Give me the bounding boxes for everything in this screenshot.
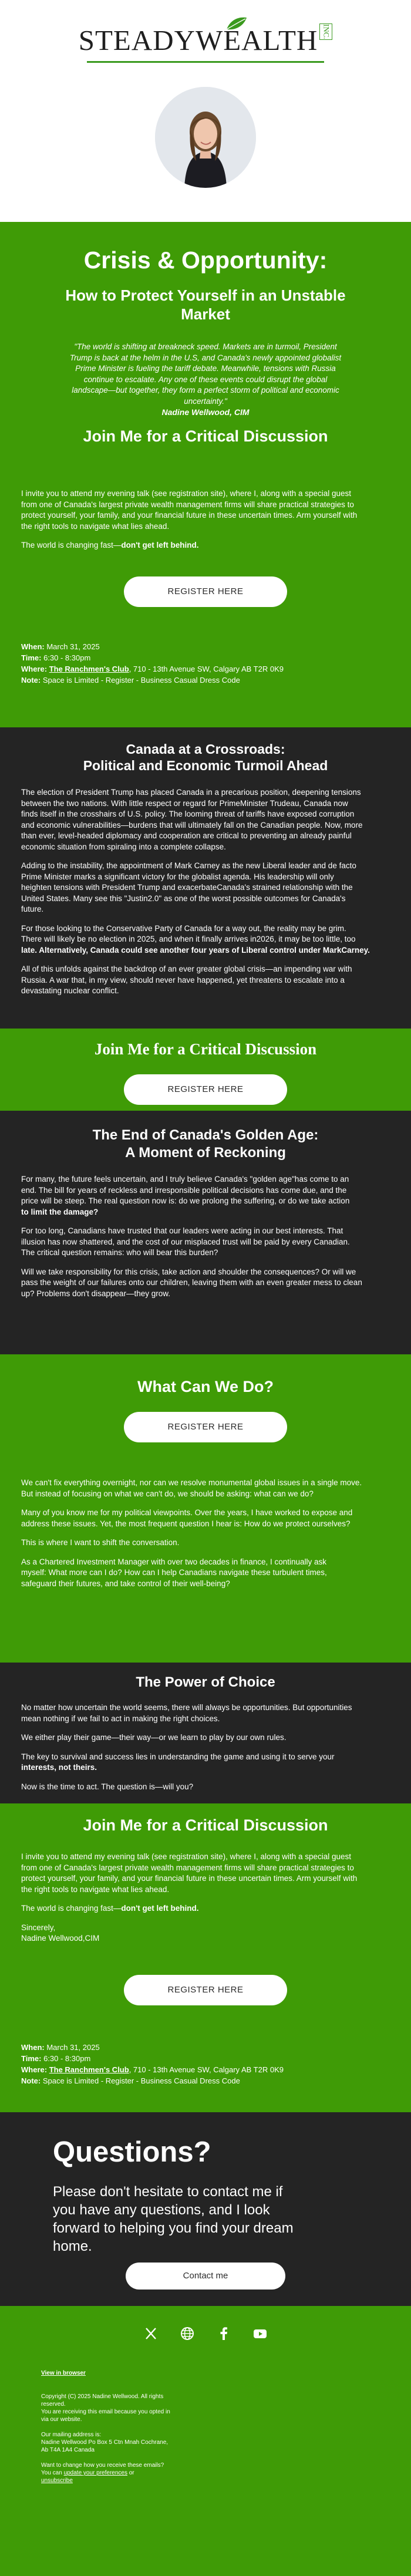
youtube-icon[interactable] bbox=[252, 2326, 268, 2341]
golden-p2-line: For too long, Canadians have trusted that our leaders were acting in our best interests. That bbox=[21, 1226, 343, 1235]
unsubscribe-link[interactable]: unsubscribe bbox=[41, 2477, 73, 2484]
copyright-line: Copyright (C) 2025 Nadine Wellwood. All rights bbox=[41, 2393, 164, 2400]
golden-p1-line: end. The bill for years of reckless and irresponsible political decisions has come due, and the bbox=[21, 1185, 347, 1195]
questions-text bbox=[53, 2183, 382, 2255]
event-details bbox=[21, 2042, 397, 2086]
copyright-line: reserved. bbox=[41, 2401, 66, 2408]
time-value: 6:30 - 8:30pm bbox=[43, 653, 91, 662]
view-in-browser-link[interactable]: View in browser bbox=[41, 2370, 86, 2376]
whatcan-p4-line: safeguard their futures, and take control of their well-being? bbox=[21, 1579, 230, 1588]
event-note bbox=[21, 675, 397, 686]
crossroads-p1-line: than ever, level-headed diplomacy and cooperation are critical to preventing an already painful bbox=[21, 831, 352, 840]
golden-p2-line: The critical question remains: who will bear this burden? bbox=[21, 1248, 218, 1257]
questions-line: home. bbox=[53, 2238, 92, 2254]
whatcan-button-wrap bbox=[0, 1412, 411, 1442]
crossroads-p1-line: between the two nations. With little respect or regard for PrimeMinister Trudeau, Canada now bbox=[21, 798, 348, 808]
when-label: When: bbox=[21, 642, 45, 651]
invite1-line: protect yourself, your family, and your financial future in these uncertain times. Arm yourself with bbox=[21, 511, 358, 520]
whatcan-p4-line: myself: What more can I do? How can I help Canadians navigate these turbulent times, bbox=[21, 1568, 327, 1577]
whatcan-p1-line: We can't fix everything overnight, nor can we resolve monumental global issues in a single move. bbox=[21, 1478, 362, 1487]
whatcan-body bbox=[21, 1478, 397, 1589]
venue-address: , 710 - 13th Avenue SW, Calgary AB T2R 0K9 bbox=[129, 2065, 284, 2074]
or-text: or bbox=[127, 2470, 134, 2476]
time-label: Time: bbox=[21, 2054, 42, 2063]
portrait-image bbox=[155, 87, 256, 188]
event-note bbox=[21, 2075, 397, 2086]
event-when bbox=[21, 2042, 397, 2053]
invite3-button-wrap bbox=[0, 1975, 411, 2005]
whatcan-p4-line: As a Chartered Investment Manager with over two decades in finance, I continually ask bbox=[21, 1557, 327, 1566]
choice-title: The Power of Choice bbox=[136, 1674, 275, 1690]
quote-line: "The world is shifting at breakneck speed. Markets are in turmoil, President bbox=[74, 342, 337, 351]
choice-p3-line: The key to survival and success lies in understanding the game and using it to serve your bbox=[21, 1752, 335, 1761]
venue-link[interactable]: The Ranchmen's Club bbox=[49, 2065, 129, 2074]
whatcan-p2-line: Many of you know me for my political viewpoints. Over the years, I have worked to expose and bbox=[21, 1508, 353, 1517]
quote-author: Nadine Wellwood, CIM bbox=[161, 407, 250, 417]
unsubscribe-line bbox=[41, 2477, 194, 2484]
choice-p1-line: mean nothing if we fail to act in making the right choices. bbox=[21, 1714, 220, 1723]
crossroads-p1-line: and economic vulnerabilities—burdens that will ultimately fall on the Canadian people. Now, more bbox=[21, 820, 363, 830]
copyright-line: You are receiving this email because you opted in bbox=[41, 2409, 170, 2415]
where-label: Where: bbox=[21, 2065, 48, 2074]
golden-title2: A Moment of Reckoning bbox=[125, 1145, 286, 1161]
golden-p3-line: Will we take responsibility for this crisis, take action and shoulder the consequences? Or will we bbox=[21, 1267, 356, 1276]
social-links bbox=[0, 2326, 411, 2341]
time-value: 6:30 - 8:30pm bbox=[43, 2054, 91, 2063]
invite3-line: the right tools to navigate what lies ahead. bbox=[21, 1884, 170, 1894]
invite2-title: Join Me for a Critical Discussion bbox=[94, 1040, 317, 1058]
change-preferences-line bbox=[41, 2469, 194, 2477]
invite1-section bbox=[0, 488, 411, 727]
whatcan-p1-line: But instead of focusing on what we can't do, we should be asking: what can we do? bbox=[21, 1489, 314, 1498]
brand-logo bbox=[0, 23, 411, 57]
register-button[interactable]: REGISTER HERE bbox=[124, 576, 287, 607]
signoff: Sincerely, bbox=[21, 1923, 56, 1932]
footer-section bbox=[0, 2306, 411, 2576]
note-value: Space is Limited - Register - Business Casual Dress Code bbox=[42, 676, 240, 685]
questions-section bbox=[0, 2112, 411, 2306]
crossroads-p2-line: heighten tensions with President Trump and exacerbateCanada's strained relationship with the bbox=[21, 883, 353, 892]
address-label: Our mailing address is: bbox=[41, 2432, 102, 2438]
invite3-closing bbox=[21, 1903, 397, 1914]
crossroads-p2-line: future. bbox=[21, 905, 44, 913]
note-value: Space is Limited - Register - Business Casual Dress Code bbox=[42, 2076, 240, 2085]
where-label: Where: bbox=[21, 665, 48, 673]
invite1-line: from one of Canada's largest private wealth management firms will share practical strategies to bbox=[21, 500, 354, 509]
choice-body bbox=[21, 1702, 397, 1792]
whatcan-p2-line: address these issues. Yet, the most frequent question I hear is: How do we protect ourselves? bbox=[21, 1519, 351, 1528]
crossroads-p4-line: devastating nuclear conflict. bbox=[21, 986, 119, 995]
golden-p3-line: pass the weight of our failures onto our children, leaving them with an even greater mess to clean bbox=[21, 1278, 362, 1287]
invite3-line: from one of Canada's largest private wealth management firms will share practical strategies to bbox=[21, 1863, 354, 1872]
crossroads-p2-line: Adding to the instability, the appointment of Mark Carney as the new Liberal leader and de facto bbox=[21, 861, 356, 870]
golden-title1: The End of Canada's Golden Age: bbox=[92, 1127, 319, 1143]
hero-title: Crisis & Opportunity: bbox=[83, 247, 328, 274]
crossroads-p3-line: There will likely be no election in 2025, and when it finally arrives in2026, it may be too little, too bbox=[21, 935, 356, 943]
quote-line: landscape—but together, they form a perfect storm of political and economic bbox=[72, 386, 339, 395]
invite1-closing-bold: don't get left behind. bbox=[121, 541, 199, 549]
golden-p1-line: to limit the damage? bbox=[21, 1207, 99, 1216]
golden-p1-line: price will be steep. The real question now is: do we prolong the suffering, or do we take action bbox=[21, 1196, 350, 1205]
invite2-section bbox=[0, 1029, 411, 1111]
quote-line: Prime Minister is fueling the tariff debate. Meanwhile, tensions with Russia bbox=[75, 364, 336, 373]
invite1-closing-text: The world is changing fast— bbox=[21, 541, 122, 549]
contact-me-button[interactable]: Contact me bbox=[126, 2263, 285, 2290]
hero-quote bbox=[0, 342, 411, 418]
golden-body bbox=[21, 1174, 397, 1299]
crossroads-p4-line: Russia. A war that, in my view, should never have happened, yet threatens to escalate into a bbox=[21, 975, 345, 984]
crossroads-p2-line: United States. Many see this "Justin2.0" as one of the worst possible outcomes for Canada's bbox=[21, 893, 346, 903]
invite1-line: the right tools to navigate what lies ahead. bbox=[21, 521, 170, 531]
footer-small-print bbox=[41, 2367, 194, 2484]
golden-p2-line: illusion has now shattered, and the cost of our misplaced trust will be paid by every Canadian. bbox=[21, 1237, 350, 1246]
address-line: Ab T4A 1A4 Canada bbox=[41, 2447, 95, 2453]
author-avatar bbox=[155, 87, 256, 188]
golden-p1-line: For many, the future feels uncertain, and I truly believe Canada's "golden age"has come to an bbox=[21, 1175, 349, 1184]
register-button[interactable]: REGISTER HERE bbox=[124, 1412, 287, 1442]
quote-line: Trump is back at the helm in the U.S, and Canada's newly appointed globalist bbox=[69, 353, 342, 362]
event-details bbox=[21, 641, 397, 686]
choice-p2: We either play their game—their way—or we learn to play by our own rules. bbox=[21, 1733, 287, 1742]
invite2-button-wrap bbox=[0, 1074, 411, 1105]
signature: Nadine Wellwood,CIM bbox=[21, 1934, 100, 1943]
crossroads-p3-line: late. Alternatively, Canada could see another four years of Liberal control under MarkCarney. bbox=[21, 945, 370, 955]
crossroads-title1: Canada at a Crossroads: bbox=[126, 741, 285, 757]
questions-line: forward to helping you find your dream bbox=[53, 2220, 294, 2236]
event-time bbox=[21, 2053, 397, 2064]
invite1-button-wrap bbox=[0, 576, 411, 607]
address-line: Nadine Wellwood Po Box 5 Ctn Mnah Cochrane, bbox=[41, 2439, 169, 2446]
questions-title: Questions? bbox=[53, 2136, 211, 2168]
invite3-closing-bold: don't get left behind. bbox=[121, 1904, 199, 1913]
contact-button-wrap bbox=[0, 2263, 411, 2290]
update-preferences-link[interactable]: update your preferences bbox=[63, 2470, 127, 2476]
hero-section bbox=[0, 222, 411, 488]
event-when bbox=[21, 641, 397, 652]
email-header bbox=[0, 0, 411, 222]
event-where bbox=[21, 663, 397, 675]
choice-p1-line: No matter how uncertain the world seems, there will always be opportunities. But opportunities bbox=[21, 1703, 352, 1712]
crossroads-title2: Political and Economic Turmoil Ahead bbox=[83, 758, 328, 773]
choice-p4: Now is the time to act. The question is—will you? bbox=[21, 1782, 194, 1791]
questions-line: Please don't hesitate to contact me if bbox=[53, 2184, 283, 2200]
register-button[interactable]: REGISTER HERE bbox=[124, 1074, 287, 1105]
hero-subtitle-line2: Market bbox=[181, 305, 230, 323]
crossroads-section bbox=[0, 727, 411, 1029]
power-of-choice-section bbox=[0, 1663, 411, 1803]
crossroads-p2-line: Prime Minister marks a significant victory for the globalist agenda. His leadership will only bbox=[21, 872, 334, 881]
crossroads-p1-line: finds itself in the crosshairs of U.S. policy. The looming threat of tariffs have exposed corruption bbox=[21, 810, 355, 818]
choice-p3-line: interests, not theirs. bbox=[21, 1763, 97, 1772]
x-icon[interactable] bbox=[143, 2326, 159, 2341]
venue-link[interactable]: The Ranchmen's Club bbox=[49, 665, 129, 673]
invite1-line: I invite you to attend my evening talk (see registration site), where I, along with a special guest bbox=[21, 489, 352, 498]
when-label: When: bbox=[21, 2043, 45, 2052]
globe-icon[interactable] bbox=[180, 2326, 195, 2341]
venue-address: , 710 - 13th Avenue SW, Calgary AB T2R 0K9 bbox=[129, 665, 284, 673]
quote-line: uncertainty." bbox=[184, 396, 227, 406]
brand-suffix: INC. bbox=[319, 23, 332, 40]
invite3-closing-text: The world is changing fast— bbox=[21, 1904, 122, 1913]
crossroads-p4-line: All of this unfolds against the backdrop of an ever greater global crisis—an impending war with bbox=[21, 965, 352, 973]
you-can-text: You can bbox=[41, 2470, 62, 2476]
invite3-title: Join Me for a Critical Discussion bbox=[83, 1816, 328, 1834]
brand-name: STEADYWEALTH bbox=[78, 24, 318, 56]
note-label: Note: bbox=[21, 676, 41, 685]
questions-line: you have any questions, and I look bbox=[53, 2202, 270, 2218]
note-label: Note: bbox=[21, 2076, 41, 2085]
golden-age-section bbox=[0, 1111, 411, 1354]
crossroads-p1-line: The election of President Trump has placed Canada in a precarious position, deepening tensions bbox=[21, 788, 361, 797]
invite1-title: Join Me for a Critical Discussion bbox=[83, 427, 328, 445]
invite3-line: protect yourself, your family, and your financial future in these uncertain times. Arm yourself with bbox=[21, 1874, 358, 1883]
invite3-body bbox=[21, 1852, 397, 1944]
what-can-we-do-section bbox=[0, 1354, 411, 1663]
whatcan-title: What Can We Do? bbox=[137, 1378, 274, 1395]
quote-line: continue to escalate. Any one of these events could disrupt the global bbox=[83, 375, 328, 384]
invite3-section bbox=[0, 1803, 411, 2112]
event-where bbox=[21, 2064, 397, 2075]
time-label: Time: bbox=[21, 653, 42, 662]
logo-underline bbox=[87, 61, 324, 63]
register-button[interactable]: REGISTER HERE bbox=[124, 1975, 287, 2005]
golden-p3-line: up? Problems don't disappear—they grow. bbox=[21, 1289, 170, 1298]
crossroads-body bbox=[21, 787, 397, 997]
invite3-line: I invite you to attend my evening talk (see registration site), where I, along with a special guest bbox=[21, 1852, 352, 1861]
invite1-closing bbox=[21, 540, 391, 551]
change-line: Want to change how you receive these emails? bbox=[41, 2462, 164, 2469]
crossroads-p1-line: economic situation from spiraling into a complete collapse. bbox=[21, 842, 226, 851]
invite1-intro bbox=[21, 488, 391, 551]
when-value: March 31, 2025 bbox=[46, 2043, 100, 2052]
crossroads-p3-line: For those looking to the Conservative Party of Canada for a way out, the reality may be grim. bbox=[21, 923, 346, 933]
whatcan-p3: This is where I want to shift the conversation. bbox=[21, 1538, 180, 1547]
hero-subtitle-line1: How to Protect Yourself in an Unstable bbox=[65, 286, 346, 304]
when-value: March 31, 2025 bbox=[46, 642, 100, 651]
facebook-icon[interactable] bbox=[216, 2326, 231, 2341]
copyright-line: via our website. bbox=[41, 2416, 82, 2423]
event-time bbox=[21, 652, 397, 663]
